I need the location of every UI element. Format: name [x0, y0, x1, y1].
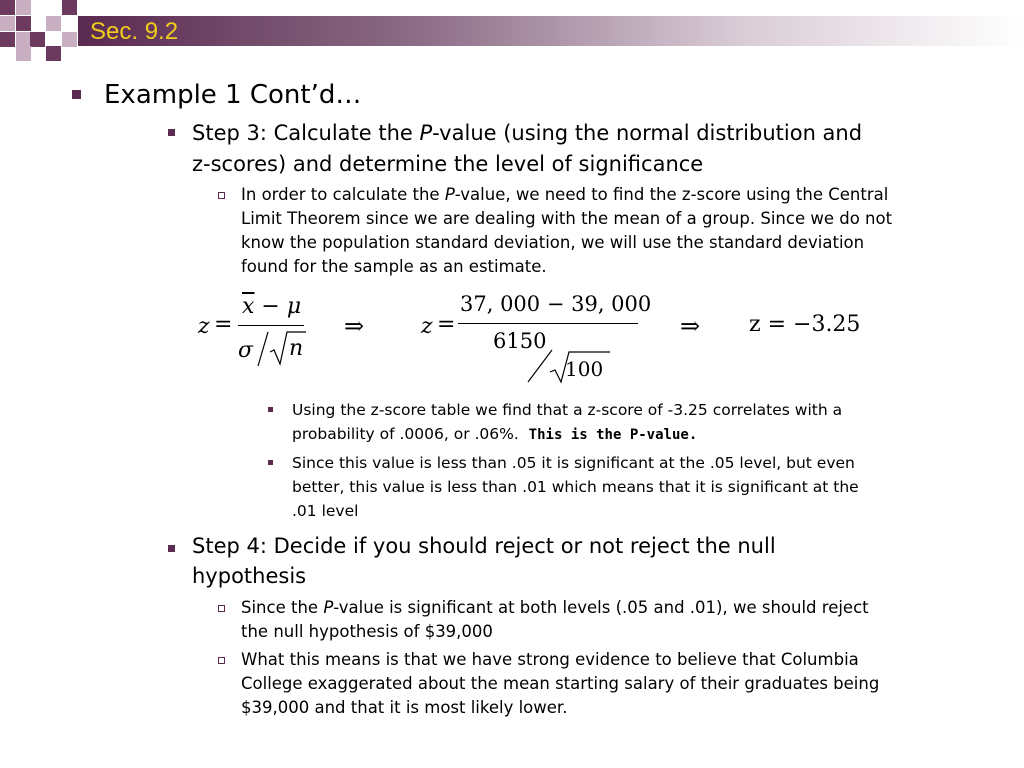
- text: In order to calculate the: [241, 185, 445, 204]
- text: Step 3: Calculate the: [192, 121, 420, 145]
- note3-line2: College exaggerated about the mean starting salary of their graduates being: [241, 674, 880, 693]
- deco-square: [16, 32, 31, 47]
- formula-sigma: σ: [238, 338, 254, 363]
- note1-line4: found for the sample as an estimate.: [241, 257, 547, 276]
- note3-line3: $39,000 and that it is most likely lower.: [241, 698, 568, 717]
- deco-square: [0, 32, 15, 47]
- fraction-bar: [458, 323, 638, 324]
- bullet-hollow-square: [218, 605, 225, 612]
- deco-square: [16, 46, 31, 61]
- formula2-eq: =: [437, 312, 456, 337]
- deco-square: [16, 0, 31, 15]
- formula-z: z: [198, 314, 210, 339]
- bullet-hollow-square: [218, 657, 225, 664]
- formula-result: z = −3.25: [749, 312, 861, 337]
- heading-example: Example 1 Cont’d…: [104, 80, 362, 110]
- minus-mu: − μ: [254, 294, 302, 319]
- fraction-bar: [238, 325, 304, 326]
- text: P: [444, 185, 455, 204]
- bullet-small-square: [268, 407, 273, 412]
- note1-line1: [241, 183, 888, 207]
- formula2-denominator: 6150: [493, 329, 547, 353]
- step4-line2: hypothesis: [192, 564, 307, 588]
- deco-square: [46, 46, 61, 61]
- slide-title: Sec. 9.2: [90, 18, 179, 45]
- p-value-emphasis: This is the P-value.: [528, 427, 698, 443]
- formula-n: n: [289, 336, 304, 361]
- implies-2: ⇒: [680, 312, 701, 340]
- formula-eq: =: [214, 312, 233, 337]
- sub1-line2: [292, 422, 697, 447]
- step3-line1: [192, 118, 862, 148]
- text: P: [419, 121, 433, 145]
- sub2-line1: Since this value is less than .05 it is significant at the .05 level, but even: [292, 454, 855, 472]
- text: P: [323, 598, 334, 617]
- bullet-square: [72, 90, 81, 99]
- deco-square: [62, 0, 77, 15]
- sub2-line2: better, this value is less than .01 which means that it is significant at the: [292, 478, 859, 496]
- sub2-line3: .01 level: [292, 502, 359, 520]
- formula2-z: z: [421, 314, 433, 339]
- formula-numerator-1: [242, 294, 301, 319]
- deco-square: [62, 32, 77, 47]
- step3-line2: z-scores) and determine the level of significance: [192, 152, 704, 176]
- title-bar: [78, 16, 1024, 46]
- note1-line2: Limit Theorem since we are dealing with the mean of a group. Since we do not: [241, 209, 893, 228]
- note3-line1: What this means is that we have strong evidence to believe that Columbia: [241, 650, 859, 669]
- deco-square: [0, 16, 15, 31]
- sub1-line1: Using the z-score table we find that a z-score of -3.25 correlates with a: [292, 401, 843, 419]
- deco-square: [0, 0, 15, 15]
- text: -value (using the normal distribution and: [432, 121, 863, 145]
- formula2-numerator: 37, 000 − 39, 000: [460, 292, 652, 316]
- deco-square: [46, 16, 61, 31]
- note1-line3: know the population standard deviation, we will use the standard deviation: [241, 233, 865, 252]
- implies-1: ⇒: [344, 312, 365, 340]
- text: Since the: [241, 598, 324, 617]
- note2-line2: the null hypothesis of $39,000: [241, 622, 493, 641]
- note2-line1: [241, 596, 869, 620]
- deco-square: [30, 32, 45, 47]
- bullet-small-square: [268, 460, 273, 465]
- slash-sqrt: [254, 328, 314, 368]
- bullet-square: [168, 129, 175, 136]
- formula2-hundred: 100: [565, 357, 604, 381]
- text: -value is significant at both levels (.05 and .01), we should reject: [333, 598, 869, 617]
- step4-line1: Step 4: Decide if you should reject or not reject the null: [192, 534, 776, 558]
- bullet-hollow-square: [218, 192, 225, 199]
- text: probability of .0006, or .06%.: [292, 425, 529, 443]
- bullet-square: [168, 545, 175, 552]
- text: -value, we need to find the z-score using the Central: [454, 185, 889, 204]
- deco-square: [16, 16, 31, 31]
- x-bar: $\overline{x}$: [242, 294, 255, 319]
